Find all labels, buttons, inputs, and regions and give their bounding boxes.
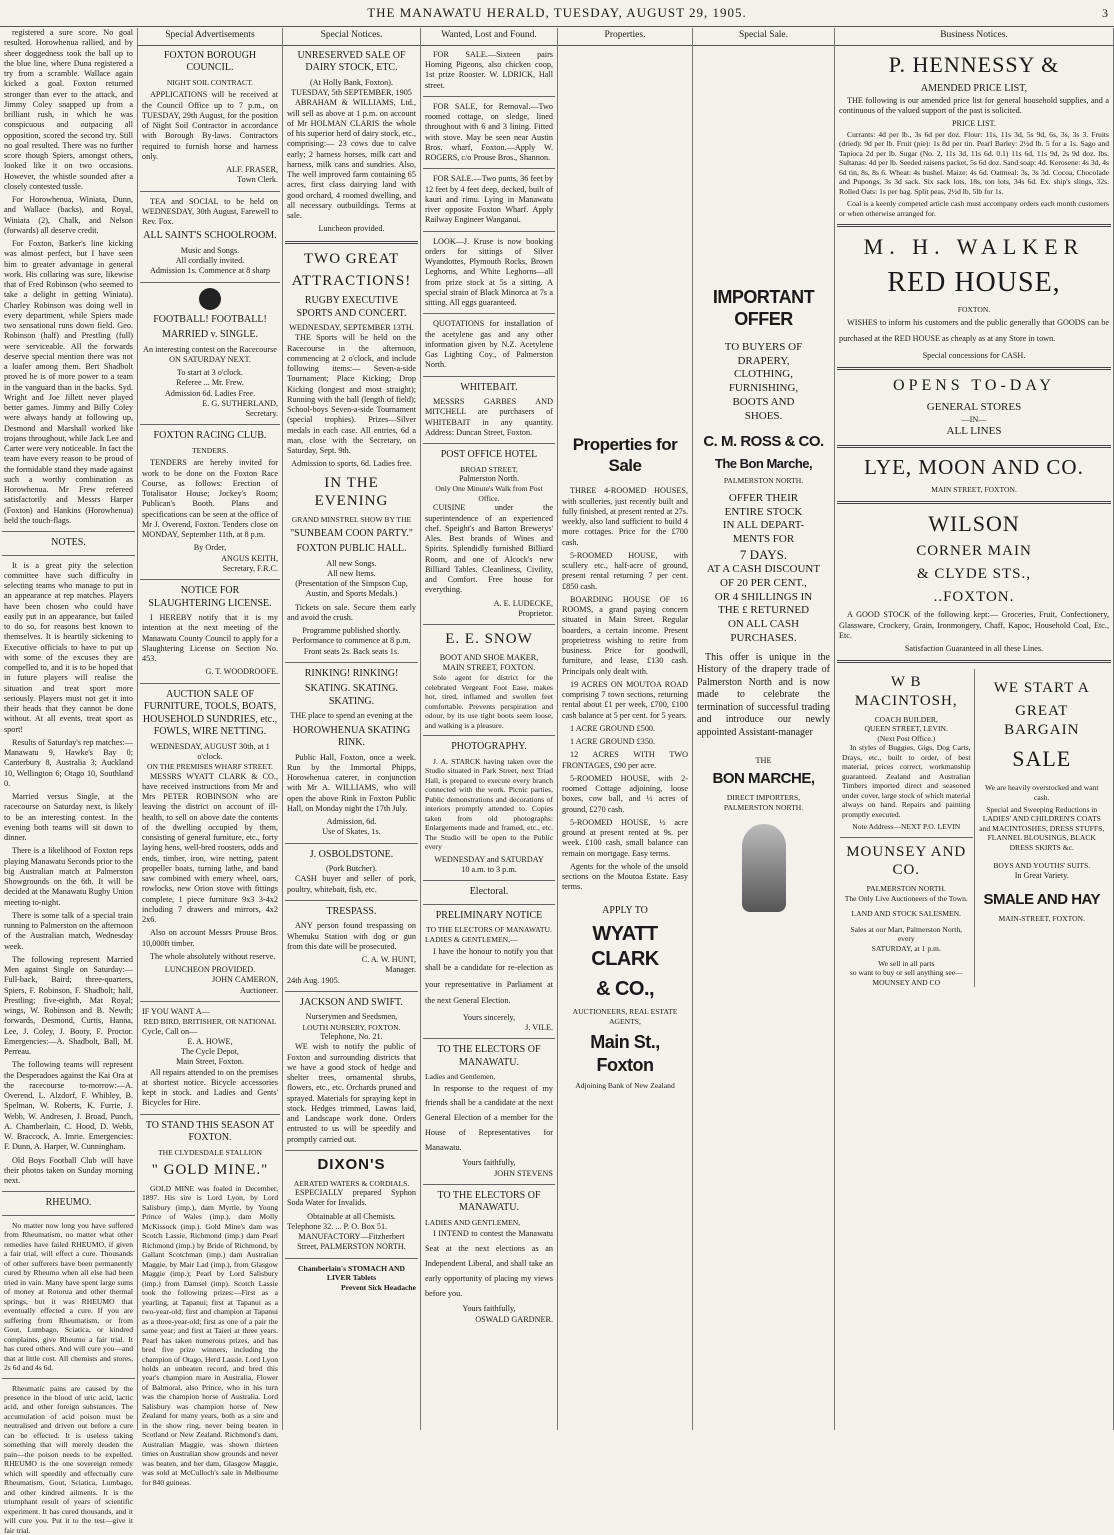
ad-line: ON THE PREMISES WHARF STREET. bbox=[142, 762, 278, 771]
ad-heading-large: WYATT CLARK bbox=[562, 922, 688, 972]
ad-subheading: NIGHT SOIL CONTRACT. bbox=[142, 78, 278, 87]
ad-line: Yours faithfully, bbox=[425, 1304, 553, 1314]
column-heading: Wanted, Lost and Found. bbox=[421, 28, 557, 46]
signature: The Cycle Depot, bbox=[142, 1047, 278, 1057]
ad-heading: SKATING. SKATING. SKATING. bbox=[287, 683, 416, 708]
ad-heading-large: E. E. SNOW bbox=[425, 630, 553, 649]
ad-line: (At Holly Bank, Foxton). bbox=[287, 78, 416, 88]
signature: E. G. SUTHERLAND, bbox=[142, 399, 278, 409]
ad-heading: TO THE ELECTORS OF MANAWATU. bbox=[425, 1190, 553, 1215]
column-heading: Special Notices. bbox=[283, 28, 420, 46]
signature: JOHN STEVENS bbox=[425, 1169, 553, 1179]
ad-heading-large: ..FOXTON. bbox=[839, 588, 1109, 607]
ad-heading-large: DIXON'S bbox=[287, 1156, 416, 1175]
ad-line: MENTS FOR bbox=[697, 533, 830, 547]
ad-line: LADIES AND GENTLEMEN, bbox=[425, 1218, 553, 1227]
ad-body: Currants: 4d per lb., 3s 6d per doz. Flour: 11s, 11s 3d, 5s 9d, 6s, 3s, 3s 3. Fruits (dried): 9d per lb. Fruit (pie): 1s 8d per tin. Pearl Barley: 2½d lb. 5 for a 1s. Sago and Tapioca 2d per lb. Sugar (No. 2, 11s 3d, 11s 6d. 0.1) 11s 6d, 11s 9d, 2s 9d doz. lbs. Sultanas: 4d per lb. Seeded raisens packet, 5s 6d doz. Sand soap: 4d. Kerosene: 4s 3d, 4s 6d tin, 8s, 8s 6. Wheat: 4s bushel. Maize: 4s 6d. Oatmeal: 3s, 3s 3d. Cocoa, Chocolade and Pupongs, 3s 3d sack. Six sack lots, 18s, ton lots, 34s 6d. Ex. ship's slings, 32s. Rolled Oats: 1s per bag. Split peas, 2½d lb, 5lb for 1s. bbox=[839, 130, 1109, 196]
signature: G. T. WOODROOFE. bbox=[142, 667, 278, 677]
ad-body: Coal is a keenly competed article cash must accompany orders each month customers or when otherwise arranged for. bbox=[839, 199, 1109, 218]
ad-line: AERATED WATERS & CORDIALS. bbox=[287, 1179, 416, 1188]
ad-line: OF 20 PER CENT., bbox=[697, 577, 830, 591]
ad-line: All new Items. bbox=[287, 569, 416, 579]
ad-line: PURCHASES. bbox=[697, 632, 830, 646]
column-heading: Special Advertisements bbox=[138, 28, 282, 46]
ad-line: RED BIRD, BRITISHER, OR NATIONAL bbox=[142, 1017, 278, 1026]
signature: ALF. FRASER, bbox=[142, 165, 278, 175]
classified: MESSRS GARBES AND MITCHELL are purchasers of WHITEBAIT in any quantity. Address: Duncan Street, Foxton. bbox=[425, 397, 553, 438]
ad-heading-large: Main St., Foxton bbox=[562, 1031, 688, 1076]
ad-heading: PRELIMINARY NOTICE bbox=[425, 910, 553, 923]
ad-line: 7 DAYS. bbox=[697, 547, 830, 563]
ad-line: Note Address—NEXT P.O. LEVIN bbox=[842, 822, 971, 831]
ad-line: LADIES & GENTLEMEN,— bbox=[425, 935, 553, 944]
ad-heading: RINKING! RINKING! bbox=[287, 668, 416, 681]
ad-heading-large: Properties for Sale bbox=[562, 434, 688, 477]
ad-heading: FOOTBALL! FOOTBALL! bbox=[142, 314, 278, 327]
ad-body: The whole absolutely without reserve. bbox=[142, 952, 278, 962]
ad-line: Palmerston North. bbox=[425, 474, 553, 484]
ad-body: THE place to spend an evening at the bbox=[287, 711, 416, 721]
paragraph: There is some talk of a special train running to Palmerston on the afternoon of the Australian match, Wednesday week. bbox=[4, 911, 133, 952]
ad-line: LOUTH NURSERY, FOXTON. bbox=[287, 1023, 416, 1032]
ad-line: MOUNSEY AND CO bbox=[842, 978, 971, 987]
classified: QUOTATIONS for installation of the acetylene gas and any other information given by N.Z. Acetylene Gas Lighting Coy., of Palmerston North. bbox=[425, 319, 553, 370]
ad-line: so want to buy or sell anything see— bbox=[842, 968, 971, 977]
paragraph: Old Boys Football Club will have their photos taken on Sunday morning next. bbox=[4, 1156, 133, 1187]
ad-line: Programme published shortly. bbox=[287, 626, 416, 636]
ad-line: Special concessions for CASH. bbox=[839, 351, 1109, 361]
ad-line: Referee ... Mr. Frew. bbox=[142, 378, 278, 388]
ad-heading: FOXTON BOROUGH COUNCIL. bbox=[142, 50, 278, 75]
property-listing: 12 ACRES WITH TWO FRONTAGES, £90 per acre. bbox=[562, 750, 688, 771]
ad-heading-large: M. H. WALKER bbox=[839, 233, 1109, 261]
ad-body: I HEREBY notify that it is my intention at the next meeting of the Manawatu County Council to apply for a Slaughtering License on Section No. 453. bbox=[142, 613, 278, 664]
property-listing: 5-ROOMED HOUSE, ½ acre ground at present rented at 9s. per week. £100 cash, small balance can remain on mortgage. Easy terms. bbox=[562, 818, 688, 859]
ad-body: Public Hall, Foxton, once a week. Run by the Immortal Phipps, Horowhenua caterer, in conjunction with Mr A. WILLIAMS, who will open the above Rink in Foxton Public Hall, on Monday night the 17th July. bbox=[287, 753, 416, 815]
ad-heading-large: The Bon Marche, bbox=[697, 456, 830, 472]
ad-line: Admission to sports, 6d. Ladies free. bbox=[287, 459, 416, 469]
ad-body: In response to the request of my friends shall be a candidate at the next General Election of a member for the House of Representatives for Manawatu. bbox=[425, 1082, 553, 1156]
ad-heading: TO THE ELECTORS OF MANAWATU. bbox=[425, 1044, 553, 1069]
ad-line: ALL LINES bbox=[839, 425, 1109, 439]
property-listing: 1 ACRE GROUND £500. bbox=[562, 724, 688, 734]
ad-line: GENERAL STORES bbox=[839, 401, 1109, 415]
signature: Secretary, F.R.C. bbox=[142, 564, 278, 574]
ad-line: SATURDAY, at 1 p.m. bbox=[842, 944, 971, 953]
property-listing: 1 ACRE GROUND £350. bbox=[562, 737, 688, 747]
ad-line: THE bbox=[697, 756, 830, 766]
ad-line: PALMERSTON NORTH. bbox=[697, 803, 830, 812]
ad-body: We are heavily overstocked and want cash. bbox=[978, 783, 1107, 802]
ad-line: SHOES. bbox=[697, 410, 830, 424]
ad-line: PALMERSTON NORTH. bbox=[697, 476, 830, 485]
ad-body: I INTEND to contest the Manawatu Seat at the next elections as an Independent Liberal, and shall take an early opportunity of placing my views before you. bbox=[425, 1227, 553, 1301]
column-heading: Special Sale. bbox=[693, 28, 834, 46]
ad-line: All new Songs. bbox=[287, 559, 416, 569]
ad-line: BROAD STREET, bbox=[425, 465, 553, 474]
classified: LOOK—J. Kruse is now booking orders for sittings of Silver Wyandottes, Plymouth Rocks, Brown Leghorns, and White Leghorns—all from prize stock at 5s a sitting. A special strain of Black Minorca at 7s a sitting. All eggs guaranteed. bbox=[425, 237, 553, 309]
ad-line: CLOTHING, bbox=[697, 368, 830, 382]
ad-line: Only One Minute's Walk from Post Office. bbox=[425, 484, 553, 503]
signature: Proprietor. bbox=[425, 609, 553, 619]
ad-line: Performance to commence at 8 p.m. bbox=[287, 636, 416, 646]
ad-line: MAIN-STREET, FOXTON. bbox=[978, 914, 1107, 923]
column-properties bbox=[558, 28, 693, 1430]
column-business-notices bbox=[835, 28, 1114, 1430]
ad-line: TO BUYERS OF bbox=[697, 341, 830, 355]
ad-heading-large: SALE bbox=[978, 745, 1107, 773]
ad-line: To start at 3 o'clock. bbox=[142, 368, 278, 378]
ad-heading-large: WE START A bbox=[978, 679, 1107, 698]
paragraph: It is a great pity the selection committee have such difficulty in selecting teams who manage to put in an appearance at rep matches. Players have been chosen who could have easily put in an appearance, but failed to do so, for reasons best known to themselves. It is heartily sickening to Executive officials to have to put up with some of the excuses they are compelled to, and it is to be hoped that in future players will realise the situation and treat sport more seriously. Players must not get it into their heads that they cannot be done without. At all events, treat sport as sport! bbox=[4, 561, 133, 735]
ad-line: OFFER THEIR bbox=[697, 492, 830, 506]
ad-line: Nurserymen and Seedsmen, bbox=[287, 1012, 416, 1022]
ad-line: FURNISHING, bbox=[697, 382, 830, 396]
column-special-sale bbox=[693, 28, 835, 1430]
signature: Town Clerk. bbox=[142, 175, 278, 185]
ad-heading-large: IN THE EVENING bbox=[287, 474, 416, 512]
ad-line: BOYS AND YOUTHS' SUITS. bbox=[978, 861, 1107, 870]
ad-heading: TO STAND THIS SEASON AT FOXTON. bbox=[142, 1120, 278, 1145]
ad-heading: "SUNBEAM COON PARTY." bbox=[287, 528, 416, 541]
signature: E. A. HOWE, bbox=[142, 1037, 278, 1047]
ad-heading-large: GREAT BARGAIN bbox=[978, 702, 1107, 740]
property-listing: BOARDING HOUSE OF 16 ROOMS, a grand paying concern situated in Main Street. Regular boarders, a certain income. Present proprietress wishing to retire from business. Price for goodwill, furniture, and lease, £130 cash. Principals only dealt with. bbox=[562, 595, 688, 677]
stallion-name: " GOLD MINE." bbox=[142, 1161, 278, 1180]
ad-heading-large: W B MACINTOSH, bbox=[842, 673, 971, 711]
classified: CUISINE under the superintendence of an experienced chef. Speight's and Barton Brewerys' Ales. Best brands of Wines and Spirits. Splendidly furnished Billiard Room, and one of Alcock's new Billiard Tables. Cleanliness, Civility, and Comfort. Free house for everything. bbox=[425, 503, 553, 595]
ad-body: A GOOD STOCK of the following kept:— Groceries, Fruit, Confectionery, Glassware, Crockery, Grain, Ironmongery, Chaff, Kapoc, Household Coal, Etc., Etc. bbox=[839, 610, 1109, 641]
ad-line: Use of Skates, 1s. bbox=[287, 827, 416, 837]
ad-body: CASH buyer and seller of pork, poultry, whitebait, fish, etc. bbox=[287, 874, 416, 895]
ad-line: WEDNESDAY, SEPTEMBER 13TH. bbox=[287, 323, 416, 333]
ad-heading-large: RED HOUSE, bbox=[839, 265, 1109, 300]
ad-line: Music and Songs. bbox=[142, 246, 278, 256]
ad-line: (Pork Butcher). bbox=[287, 864, 416, 874]
ad-line: (Next Post Office.) bbox=[842, 734, 971, 743]
ad-body: ESPECIALLY prepared Syphon Soda Water for Invalids. bbox=[287, 1188, 416, 1209]
ad-line: BOOT AND SHOE MAKER, bbox=[425, 653, 553, 663]
ad-heading-large: MOUNSEY AND CO. bbox=[842, 843, 971, 881]
property-listing: Agents for the whole of the unsold sections on the Moutoa Estate. Easy terms. bbox=[562, 862, 688, 893]
signature: ANGUS KEITH, bbox=[142, 554, 278, 564]
ad-line: Telephone, No. 21. bbox=[287, 1032, 416, 1042]
ad-line: Sales at our Mart, Palmerston North, every bbox=[842, 925, 971, 944]
ad-line: Obtainable at all Chemists. bbox=[287, 1212, 416, 1222]
ad-heading-large: CORNER MAIN bbox=[839, 542, 1109, 561]
ad-line: Satisfaction Guaranteed in all these Lines. bbox=[839, 644, 1109, 654]
column-wanted-lost-found bbox=[421, 28, 558, 1430]
paragraph: There is a likelihood of Foxton reps playing Manawatu Seconds prior to the big Australian match at Palmerston Showgrounds on the 6th. It will be decided at the Manawatu Rugby Union meeting to-night. bbox=[4, 846, 133, 908]
paragraph: For Horowhenua, Winiata, Dunn, and Wallace (backs), and Royal, Winiata (2), Chalk, and Nelson (forwards) all deserve credit. bbox=[4, 195, 133, 236]
paragraph: The following represent Married Men against Single on Saturday:—Full-back, Baird; three-quarters, Spiers, F. Robinson, F. Shadbolt; half, Prestling; five-eighth, Mat Royal; wings, W. Robinson and B. Newth; forwards, Desmond, Curtis, Hanna, Lee, J. Coley, J. Booty, F. Proctor. Emergencies:—A. Shadbolt, Ball, M. Perreau. bbox=[4, 955, 133, 1058]
ad-line: OR 4 SHILLINGS IN bbox=[697, 591, 830, 605]
ad-line: Yours faithfully, bbox=[425, 1158, 553, 1168]
ad-line: AMENDED PRICE LIST, bbox=[839, 83, 1109, 96]
paragraph: No matter now long you have suffered from Rheumatism, no matter what other remedies have failed RHEUMO, if given a fair trial, will effect a cure. Thousands of other sufferers have been permanently cured by Rheumo when all else had been tried in vain. Many have spent large sums of money at Rotorua and other thermal springs, but it was RHEUMO that eventually effected a cure. If you are suffering from Rheumatism, or from Gout, Lumbago, Sciatica, or kindred complaints, give Rheumo a fair trial. It has cured others. And will cure you—and that at little cost. All chemists and stores, 2s 6d and 4s 6d. bbox=[4, 1221, 133, 1373]
ad-body: TEA and SOCIAL to be held on WEDNESDAY, 30th August, Farewell to Rev. Fox. bbox=[142, 197, 278, 228]
paragraph: Results of Saturday's rep matches:—Manawatu 9, Hawke's Bay 0; Canterbury 8, Australia 3; Auckland 10, Wellington 6; Otago 10, Southland 0. bbox=[4, 738, 133, 789]
paragraph: Married versus Single, at the racecourse on Saturday next, is likely to be an interesting contest. In the evening both teams will sit down to dinner. bbox=[4, 792, 133, 843]
ad-line: AUCTIONEERS, REAL ESTATE AGENTS, bbox=[562, 1007, 688, 1026]
page-number: 3 bbox=[1102, 0, 1108, 26]
ad-body: ABRAHAM & WILLIAMS, Ltd., will sell as above at 1 p.m. on account of Mr HOLMAN CLARIS the whole of his superior herd of dairy stock, etc., comprising:— 23 cows due to calve early; 2 harness horses, milk cart and harness, milk cans and sundries. Also, The well improved farm containing 65 acres, first class dairying land with good orchard, 4 roomed dwelling, and all necessary outbuildings. Terms at sale. bbox=[287, 98, 416, 221]
ad-body: All repairs attended to on the premises at shortest notice. Bicycle accessories kept in stock. and Ladies and Gents' Bicycles for Hire. bbox=[142, 1068, 278, 1109]
ad-subheading: THE CLYDESDALE STALLION bbox=[142, 1148, 278, 1157]
ad-heading: AUCTION SALE OF FURNITURE, TOOLS, BOATS, HOUSEHOLD SUNDRIES, etc., FOWLS, WIRE NETTING. bbox=[142, 689, 278, 739]
ad-heading: ALL SAINT'S SCHOOLROOM. bbox=[142, 230, 278, 243]
masthead: THE MANAWATU HERALD, TUESDAY, AUGUST 29, 1905. bbox=[0, 0, 1114, 27]
ad-line: Chamberlain's STOMACH AND LIVER Tablets bbox=[287, 1264, 416, 1283]
ad-body: MESSRS WYATT CLARK & CO., have received instructions from Mr and Mrs PETER ROBINSON who are leaving the district on account of ill-health, to sell on above date the contents of the dwelling occupied by them, consisting of general furniture, etc., forty laying hens, well-bred roosters, odds and ends, timber, iron, wire netting, patent propeller boats, turning lathe, and band saw combined with emery wheel, oars, rowlocks, new Orion stove with fittings complete, 1 piece furniture 9x3 3-4x2 including 7 drawers and mirrors, 4x2 2x6. bbox=[142, 772, 278, 926]
ad-body: WISHES to inform his customers and the public generally that GOODS can be purchased at the RED HOUSE as cheaply as at any Store in town. bbox=[839, 315, 1109, 348]
ad-line: By Order, bbox=[142, 543, 278, 553]
ad-heading: RUGBY EXECUTIVE SPORTS AND CONCERT. bbox=[287, 295, 416, 320]
ad-heading-large: P. HENNESSY & bbox=[839, 51, 1109, 79]
pointing-hand-icon bbox=[742, 824, 786, 912]
classified: FOR SALE, for Removal.—Two roomed cottage, on sledge, lined throughout with 6 and 3 lining. Fitted with stove. May be seen near Austin Bros. wharf, Foxton.—Apply W. ROGERS, c/o Prouse Bros., Shannon. bbox=[425, 102, 553, 164]
ad-heading-large: LYE, MOON AND CO. bbox=[839, 454, 1109, 480]
ad-line: 10 a.m. to 3 p.m. bbox=[425, 865, 553, 875]
property-listing: 19 ACRES ON MOUTOA ROAD comprising 7 town sections, returning rental about £1 per week, £700, £100 cash balance at 5 per cent. for 5 years. bbox=[562, 680, 688, 721]
property-listing: THREE 4-ROOMED HOUSES, with sculleries, just recently built and fully finished, at present rented at 27s. weekly, also land sufficient to build 4 more cottages. Price for the £700 cash. bbox=[562, 486, 688, 548]
ad-line: Telephone 32. ... P. O. Box 51. bbox=[287, 1222, 416, 1232]
ad-body: (Presentation of the Simpson Cup, Austin, and Sports Medals.) bbox=[287, 579, 416, 600]
signature: Auctioneer. bbox=[142, 986, 278, 996]
ad-line: WEDNESDAY and SATURDAY bbox=[425, 855, 553, 865]
signature: J. VILE. bbox=[425, 1023, 553, 1033]
ad-subheading: TENDERS. bbox=[142, 446, 278, 455]
ad-body: An interesting contest on the Racecourse ON SATURDAY NEXT. bbox=[142, 345, 278, 366]
ad-line: Admission, 6d. bbox=[287, 817, 416, 827]
ad-body: I have the honour to notify you that shall be a candidate for re-election as your representative in Parliament at the next General Election. bbox=[425, 944, 553, 1010]
ad-line: LUNCHEON PROVIDED. bbox=[142, 965, 278, 975]
ad-body: TENDERS are hereby invited for work to be done on the Foxton Race Course, as follows: Erection of Totalisator House; Jockey's Room; Publican's Booth. Plans and specifications can be seen at the office of Mr J. Overend, Foxton. Tenders close on MONDAY, September 11th, at 8 p.m. bbox=[142, 458, 278, 540]
signature: OSWALD GARDNER. bbox=[425, 1315, 553, 1325]
ad-line: IN ALL DEPART- bbox=[697, 519, 830, 533]
paragraph: The following teams will represent the Desperadoes against the Kai Ora at the racecourse to-morrow:—A. Overend, L. Alzdorf, F. Whibley, B. Spelman, W. Roberts, K. Furrie, J. Webb, W. Andresen, J. Broad, Punch, A. Chamberlain, C. Hood, D. Webb, W. Braccock, A. Imrie. Emergencies: F. Dunn, A. Harper, W. Cunningham. bbox=[4, 1060, 133, 1152]
ad-heading-large: SMALE AND HAY bbox=[978, 891, 1107, 910]
signature: Main Street, Foxton. bbox=[142, 1057, 278, 1067]
ad-heading: FOXTON RACING CLUB. bbox=[142, 430, 278, 443]
signature: C. A. W. HUNT, bbox=[287, 955, 416, 965]
ad-line: Luncheon provided. bbox=[287, 224, 416, 234]
ad-line: PALMERSTON NORTH. bbox=[842, 884, 971, 893]
property-listing: 5-ROOMED HOUSE, with scullery etc., half-acre of ground, present rental returning 7 per cent. £850 cash. bbox=[562, 551, 688, 592]
ad-heading-large: BON MARCHE, bbox=[697, 770, 830, 789]
ad-heading: FOXTON PUBLIC HALL. bbox=[287, 543, 416, 556]
section-heading-electoral: Electoral. bbox=[425, 886, 553, 899]
ad-body: WE wish to notify the public of Foxton and surrounding districts that we have a good stock of hedge and shelter trees, ornamental shrubs, flowers, etc., etc. Orchards pruned and sprayed. Materials for spraying kept in stock. Hedges trimmed, Lawns laid, and Landscape work done. Orders entrusted to us will be speedily and promptly carried out. bbox=[287, 1042, 416, 1145]
column-heading: Business Notices. bbox=[835, 28, 1113, 46]
ad-heading-large: C. M. ROSS & CO. bbox=[697, 433, 830, 452]
football-report: registered a sure score. No goal resulted. Horowhenua rallied, and by sheer doggedness took the ball up to the blue line, where Duna registered a try from a scramble. Wallace again kicked a goal. Foxton returned stronger than ever to the attack, and Jimmy Coley snapped up from a brilliant rush, in which he was conspicuous and outpacing all opposition, scored the second try. Still no goal resulted. There was no further score though Spiers, amongst others, looked like it on two occasions. However, the whistle sounded after a closely contested tussle. bbox=[4, 28, 133, 192]
ad-heading-large: & CO., bbox=[562, 977, 688, 1002]
ad-line: Prevent Sick Headache bbox=[287, 1283, 416, 1292]
classified: FOR SALE.—Two punts, 36 feet by 12 feet by 4 feet deep, decked, built of kauri and rimu. Lying in Manawatu river opposite Foxton Wharf. Apply Railway Engineer Wanganui. bbox=[425, 174, 553, 225]
ad-line: TUESDAY, 5th SEPTEMBER, 1905 bbox=[287, 88, 416, 98]
ad-line: DRAPERY, bbox=[697, 355, 830, 369]
ad-line: COACH BUILDER, bbox=[842, 715, 971, 724]
ad-heading: NOTICE FOR SLAUGHTERING LICENSE. bbox=[142, 585, 278, 610]
ad-body: THE following is our amended price list for general household supplies, and a continuous of the valued support of the past is solicited. bbox=[839, 96, 1109, 117]
ad-heading: POST OFFICE HOTEL bbox=[425, 449, 553, 462]
column-special-notices bbox=[283, 28, 421, 1430]
ad-line: IF YOU WANT A— bbox=[142, 1007, 278, 1017]
classified: J. A. STARCK having taken over the Studio situated in Park Street, next Triad Hall, is prepared to execute every branch connected with the work. Picnic parties, Public demonstrations and decorations of interiors promptly attended to. Copies taken from old photographs: Enlargements made and framed, etc., etc. The Studio will be open to the Public every bbox=[425, 757, 553, 852]
ad-line: Ladies and Gentlemen, bbox=[425, 1072, 553, 1081]
ad-heading: UNRESERVED SALE OF DAIRY STOCK, ETC. bbox=[287, 50, 416, 75]
ad-subheading: MARRIED v. SINGLE. bbox=[142, 329, 278, 342]
ad-heading-large: IMPORTANT OFFER bbox=[697, 286, 830, 331]
ad-body: ANY person found trespassing on Whenuku Station with dog or gun from this date will be prosecuted. bbox=[287, 921, 416, 952]
ad-line: THE £ RETURNED bbox=[697, 604, 830, 618]
column-sport-notes bbox=[0, 28, 138, 1430]
ad-heading-large: TWO GREAT bbox=[287, 250, 416, 269]
ad-line: DIRECT IMPORTERS, bbox=[697, 793, 830, 802]
ad-heading: J. OSBOLDSTONE. bbox=[287, 849, 416, 862]
ad-heading: TRESPASS. bbox=[287, 906, 416, 919]
ad-heading-large: ATTRACTIONS! bbox=[287, 272, 416, 291]
classified: Sole agent for district for the celebrated Vergeant Foot Ease, makes hot, tired, inflamed and swollen feet comfortable. Prevents perspiration and odour, by its use tight boots seem loose, and walking is a pleasure. bbox=[425, 673, 553, 730]
ad-line: —IN— bbox=[839, 415, 1109, 425]
ad-body: APPLICATIONS will be received at the Council Office up to 7 p.m., on TUESDAY, 29th August, for the position of Night Soil Contractor in accordance with Borough By-laws. Contractors required to furnish horse and harness only. bbox=[142, 90, 278, 162]
ad-body: THE Sports will be held on the Racecourse in the afternoon, commencing at 2 o'clock, and include following items:— Seven-a-side Tournament; Place Kicking; Drop Kicking (longest and most straight); Running with the ball (length of field); School-boys Seven-a-side Tournament (special trophies). Prizes—Silver medals in each case. All entries, 6d a man, close with the Secretary, on Saturday, Sept. 9th. bbox=[287, 333, 416, 456]
signature: JOHN CAMERON, bbox=[142, 975, 278, 985]
ad-heading: HOROWHENUA SKATING RINK. bbox=[287, 725, 416, 750]
signature: Secretary. bbox=[142, 409, 278, 419]
section-heading-rheumo: RHEUMO. bbox=[4, 1197, 133, 1210]
column-heading: Properties. bbox=[558, 28, 692, 46]
ad-line: PRICE LIST. bbox=[839, 119, 1109, 129]
ad-line: Adjoining Bank of New Zealand bbox=[562, 1081, 688, 1090]
ad-line: BOOTS AND bbox=[697, 396, 830, 410]
ad-heading: PHOTOGRAPHY. bbox=[425, 741, 553, 754]
ad-body: GOLD MINE was foaled in December, 1897. His sire is Lord Lyon, by Lord Salisbury (imp.), dam Myrtle, by Young Prince of Wales (imp.), dam Molly McKissock (imp.). Gold Mine's dam was Scotch Lassie, Richmond (imp.) dam Pearl Richmond (imp.) by Bride of Richmond, by Gallant Scotchman (imp.) dam Australian Maggie, by Mair Lad (imp.), from Glasgow Maggie (imp.); Pearl by Lord Salisbury (imp.) from Damsel (imp). Scotch Lassie took the following prizes:—First as a yearling, at Tapanui; first at Tapanui as a two-year-old; first and champion at Tapanui as a three-year-old; first as one of a pair the same year; and first at Taieri at three years. Pearl has taken numerous prizes, and has bred five prize winners, including the champion of Otago, Herd Lassie. Lord Lyon holds an unbeaten record, and bred this year's champion mare in Australia, Flower of Balmoral, also Prince, who in his turn was the champion horse of Australia. Lord Salisbury was champion horse of New Zealand for many years, both as a sire and in the show ring, never being beaten in Scotland or New Zealand. Richmond's dam, Australian Maggie, was shown thirteen times on Australian show grounds and never was beaten, and her dam, Glasgow Maggie, was sold at McCulloch's sale in Melbourne for 840 guineas. bbox=[142, 1184, 278, 1488]
ad-line: In Great Variety. bbox=[978, 871, 1107, 881]
ad-line: 24th Aug. 1905. bbox=[287, 976, 416, 986]
ad-line: TO THE ELECTORS OF MANAWATU. bbox=[425, 925, 553, 934]
column-special-advertisements bbox=[138, 28, 283, 1430]
ad-line: WEDNESDAY, AUGUST 30th, at 1 o'clock. bbox=[142, 742, 278, 763]
ad-line: QUEEN STREET, LEVIN. bbox=[842, 724, 971, 733]
ad-line: We sell in all parts bbox=[842, 959, 971, 968]
ad-body: Tickets on sale. Secure them early and avoid the crush. bbox=[287, 603, 416, 624]
ad-line: MAIN STREET, FOXTON. bbox=[425, 663, 553, 673]
ad-line: GRAND MINSTREL SHOW BY THE bbox=[287, 515, 416, 524]
football-icon bbox=[199, 288, 221, 310]
ad-line: All cordially invited. bbox=[142, 256, 278, 266]
ad-body: In styles of Buggies, Gigs, Dog Carts, Drays, etc., built to order, of best material, prices correct, workmanship guaranteed. Zealand and Australian Timbers imported direct and seasoned under cover, large stock of which material always on hand. Repairs and painting promptly executed. bbox=[842, 743, 971, 819]
ad-line: AT A CASH DISCOUNT bbox=[697, 563, 830, 577]
property-listing: 5-ROOMED HOUSE, with 2-roomed Cottage adjoining, loose boxes, cow ball, and ½ acres of ground, £270 cash. bbox=[562, 774, 688, 815]
ad-line: LAND AND STOCK SALESMEN. bbox=[842, 909, 971, 918]
ad-line: ON ALL CASH bbox=[697, 618, 830, 632]
paragraph: For Foxton, Barker's line kicking was almost perfect, but I have seen him to greater advantage in general work. His collaring was sure, likewise that of Fred Robinson (who seemed to take a delight in getting Winiata). Charley Robinson was doing well in every department, while Spiers made two sensational runs down field. Geo. Robinson (half) and Prestling (full) were serviceable. All the forwards deserve special mention there was not a loafer among them. Bert Shadbolt proved he is of more power to a team in the vanguard than in the backs. Syd. Wright and Joe Jillett never played better games. Jimmy and Billy Coley were always handy at following up, Desmond and Marshall worked like trojans throughout, while Jack Lee and Carter were very noticeable. In fact the team have every reason to be proud of the formidable stand they made against such a worthy combination as Horowhenua. Mr Frew refereed satisfactorily and Messrs Harper (Foxton) and Hankins (Horowhenua) held the touch-flags. bbox=[4, 239, 133, 526]
ad-line: Yours sincerely, bbox=[425, 1013, 553, 1023]
ad-body: Special and Sweeping Reductions in LADIES' AND CHILDREN'S COATS and MACINTOSHES, DRESS STUFFS, FLANNEL BLOUSINGS, BLACK DRESS SKIRTS &c. bbox=[978, 805, 1107, 852]
signature: Manager. bbox=[287, 965, 416, 975]
ad-line: Cycle, Call on— bbox=[142, 1027, 278, 1037]
ad-line: ENTIRE STOCK bbox=[697, 506, 830, 520]
ad-heading-large: OPENS TO-DAY bbox=[839, 376, 1109, 396]
ad-line: Front seats 2s. Back seats 1s. bbox=[287, 647, 416, 657]
ad-body: Also on account Messrs Prouse Bros. 10,000ft timber. bbox=[142, 928, 278, 949]
ad-heading-large: & CLYDE STS., bbox=[839, 565, 1109, 584]
ad-heading-large: WILSON bbox=[839, 510, 1109, 538]
ad-body: This offer is unique in the History of the drapery trade of Palmerston North and is now made to celebrate the termination of successful trading and introduce our newly appointed Assistant-manager bbox=[697, 652, 830, 740]
ad-line: Admission 1s. Commence at 8 sharp bbox=[142, 266, 278, 276]
paragraph: Rheumatic pains are caused by the presence in the blood of uric acid, lactic acid, and other foreign substances. The accumulation of acid poison must be neutralised and driven out before a cure can be effected. It is useless taking something that will merely deaden the pain—the poison needs to be expelled. RHEUMO is the one sovereign remedy which will speedily and effectually cure Rheumatism, Gout, Sciatica, Lumbago, and other kindred ailments. It is the triumphant result of years of scientific experiment. It has cured thousands, and it will cure you. Put it to the test—give it fair trial. bbox=[4, 1384, 133, 1535]
section-heading-notes: NOTES. bbox=[4, 537, 133, 550]
ad-line: FOXTON. bbox=[839, 305, 1109, 314]
ad-heading: JACKSON AND SWIFT. bbox=[287, 997, 416, 1010]
signature: A. E. LUDECKE, bbox=[425, 599, 553, 609]
ad-line: MAIN STREET, FOXTON. bbox=[839, 485, 1109, 494]
ad-line: APPLY TO bbox=[562, 905, 688, 918]
ad-line: Admission 6d. Ladies Free. bbox=[142, 389, 278, 399]
classified: FOR SALE.—Sixteen pairs Homing Pigeons, also chicken coop, 1st prize Rooster. W. LDRICK, Hall street. bbox=[425, 50, 553, 91]
ad-body: MANUFACTORY—Fitzherbert Street, PALMERSTON NORTH. bbox=[287, 1232, 416, 1253]
ad-heading: WHITEBAIT. bbox=[425, 382, 553, 395]
ad-line: The Only Live Auctioneers of the Town. bbox=[842, 894, 971, 903]
